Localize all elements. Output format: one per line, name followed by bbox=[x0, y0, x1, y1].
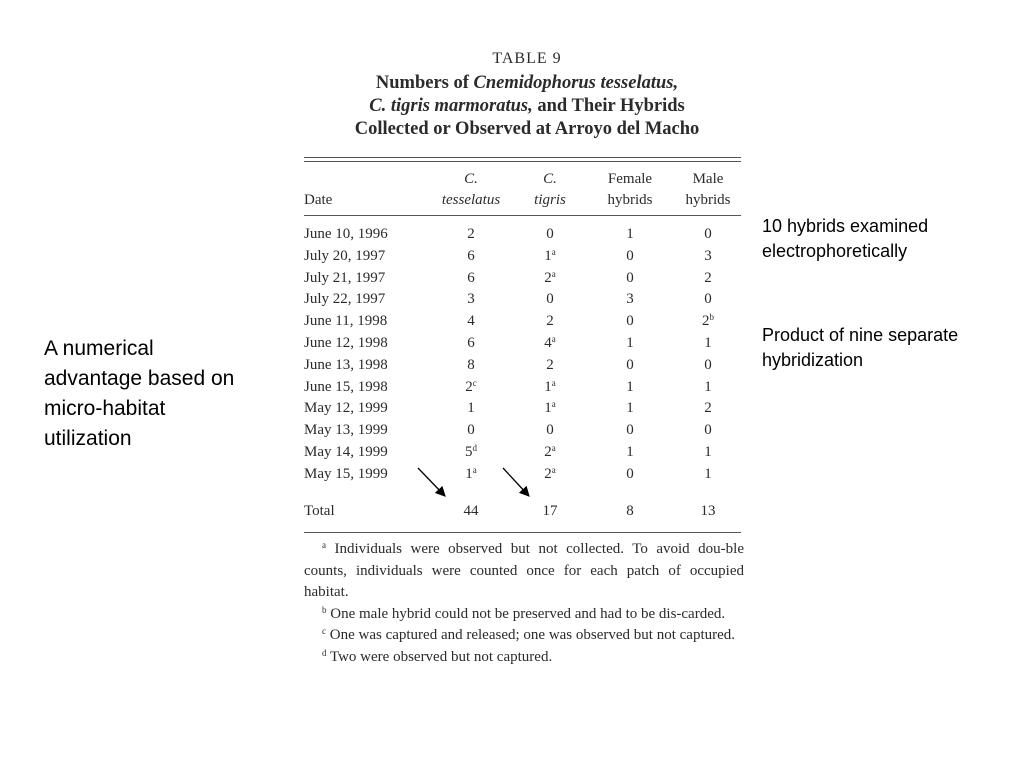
cell-tigris: 2$^a$ bbox=[544, 443, 556, 460]
cell-tigris: 0 bbox=[546, 422, 554, 439]
cell-tesselatus: 2 bbox=[467, 226, 475, 242]
cell-male-hybrids: 0 bbox=[704, 226, 712, 242]
cell-tigris: 1$^a$ bbox=[544, 246, 556, 264]
cell-tigris: 1$^a$ bbox=[544, 377, 556, 395]
title-line-1: Numbers of Cnemidophorus tesselatus, bbox=[375, 73, 679, 93]
cell-female-hybrids: 1 bbox=[626, 378, 634, 395]
cell-male-hybrids: 0 bbox=[704, 356, 712, 373]
cell-date: June 11, 1998 bbox=[304, 313, 388, 330]
cell-date: July 21, 1997 bbox=[304, 269, 386, 286]
annotation-left: A numerical advantage based on micro-habitat utilization bbox=[44, 337, 235, 450]
cell-tesselatus: 8 bbox=[467, 356, 475, 373]
cell-date: June 10, 1996 bbox=[304, 226, 388, 242]
cell-date: July 22, 1997 bbox=[304, 291, 386, 308]
footnote-marker: a bbox=[551, 399, 556, 410]
cell-date: June 12, 1998 bbox=[304, 335, 388, 351]
annotation-right-hybrids: 10 hybrids examined electrophoretically bbox=[762, 216, 929, 261]
cell-tesselatus: 0 bbox=[467, 422, 475, 439]
total-tigris: 17 bbox=[542, 503, 558, 519]
header-c-tigris: C. tigris bbox=[534, 171, 566, 208]
cell-female-hybrids: 3 bbox=[626, 291, 634, 308]
cell-tesselatus: 6 bbox=[467, 269, 475, 286]
footnote-marker: a bbox=[551, 334, 556, 344]
header-female-hybrids: Female hybrids bbox=[607, 171, 653, 208]
cell-date: June 13, 1998 bbox=[304, 356, 388, 373]
cell-female-hybrids: 0 bbox=[626, 269, 634, 286]
total-tesselatus: 44 bbox=[463, 503, 479, 519]
footnote-marker: a bbox=[551, 246, 556, 257]
header-male-hybrids: Male hybrids bbox=[685, 171, 731, 208]
cell-male-hybrids: 0 bbox=[704, 422, 712, 439]
cell-female-hybrids: 0 bbox=[626, 247, 634, 264]
cell-male-hybrids: 2 bbox=[704, 269, 712, 286]
total-label: Total bbox=[304, 503, 335, 519]
cell-date: July 20, 1997 bbox=[304, 247, 386, 264]
cell-male-hybrids: 1 bbox=[704, 335, 712, 351]
footnote-a: $^a$ Individuals were observed but not collected. To avoid dou-ble counts, individuals were counted once for each patch of occupied habitat. bbox=[304, 540, 744, 600]
cell-male-hybrids: 2$^b$ bbox=[702, 312, 714, 330]
cell-tesselatus: 6 bbox=[467, 335, 475, 351]
footnote-d: $^d$ Two were observed but not captured. bbox=[322, 647, 553, 665]
cell-tesselatus: 1 bbox=[467, 400, 475, 417]
footnote-marker: a bbox=[551, 464, 556, 475]
table-label: TABLE 9 bbox=[492, 50, 562, 67]
cell-date: May 12, 1999 bbox=[304, 400, 388, 417]
cell-male-hybrids: 1 bbox=[704, 444, 712, 460]
cell-tigris: 2$^a$ bbox=[544, 268, 556, 286]
footnote-marker: b bbox=[709, 312, 714, 323]
cell-date: May 14, 1999 bbox=[304, 444, 388, 460]
cell-female-hybrids: 1 bbox=[626, 335, 634, 351]
cell-tigris: 0 bbox=[546, 226, 554, 242]
cell-tigris: 2 bbox=[546, 356, 554, 373]
cell-female-hybrids: 0 bbox=[626, 313, 634, 330]
cell-female-hybrids: 1 bbox=[626, 400, 634, 417]
annotation-right-product: Product of nine separate hybridization bbox=[762, 325, 959, 370]
footnote-marker: a bbox=[551, 268, 556, 279]
cell-date: May 15, 1999 bbox=[304, 465, 388, 482]
arrow-to-tigris-total bbox=[503, 468, 528, 495]
cell-tigris: 0 bbox=[546, 291, 554, 308]
cell-female-hybrids: 0 bbox=[626, 422, 634, 439]
cell-tigris: 2 bbox=[546, 313, 554, 330]
cell-male-hybrids: 1 bbox=[704, 378, 712, 395]
cell-female-hybrids: 1 bbox=[626, 444, 634, 460]
total-male-hybrids: 13 bbox=[700, 503, 716, 519]
cell-tesselatus: 1$^a$ bbox=[465, 464, 477, 482]
cell-male-hybrids: 0 bbox=[704, 291, 712, 308]
cell-date: June 15, 1998 bbox=[304, 378, 388, 395]
cell-female-hybrids: 0 bbox=[626, 465, 634, 482]
footnote-marker: a bbox=[551, 377, 556, 388]
arrow-to-tesselatus-total bbox=[418, 468, 444, 495]
title-line-3: Collected or Observed at Arroyo del Macho bbox=[354, 119, 700, 139]
title-line-2: C. tigris marmoratus, and Their Hybrids bbox=[369, 96, 685, 116]
cell-male-hybrids: 2 bbox=[704, 400, 712, 417]
cell-tigris: 2$^a$ bbox=[544, 464, 556, 482]
cell-male-hybrids: 1 bbox=[704, 465, 712, 482]
cell-tesselatus: 6 bbox=[467, 247, 475, 264]
cell-tesselatus: 3 bbox=[467, 291, 475, 308]
cell-female-hybrids: 0 bbox=[626, 356, 634, 373]
footnote-b: $^b$ One male hybrid could not be preserved and had to be dis-carded. bbox=[322, 604, 726, 622]
footnote-marker: c bbox=[472, 377, 477, 388]
cell-tigris: 4$^a$ bbox=[544, 334, 556, 351]
cell-female-hybrids: 1 bbox=[626, 226, 634, 242]
footnote-marker: d bbox=[472, 443, 477, 453]
total-female-hybrids: 8 bbox=[626, 503, 634, 519]
cell-tigris: 1$^a$ bbox=[544, 399, 556, 417]
footnote-marker: a bbox=[472, 464, 477, 475]
cell-tesselatus: 5$^d$ bbox=[465, 443, 477, 460]
cell-tesselatus: 2$^c$ bbox=[465, 377, 477, 395]
header-c-tesselatus: C. tesselatus bbox=[441, 171, 501, 208]
cell-male-hybrids: 3 bbox=[704, 247, 712, 264]
footnote-c: $^c$ One was captured and released; one was observed but not captured. bbox=[322, 626, 736, 643]
footnote-marker: a bbox=[551, 443, 556, 453]
header-date: Date bbox=[304, 192, 333, 208]
cell-tesselatus: 4 bbox=[467, 313, 475, 330]
cell-date: May 13, 1999 bbox=[304, 422, 388, 439]
